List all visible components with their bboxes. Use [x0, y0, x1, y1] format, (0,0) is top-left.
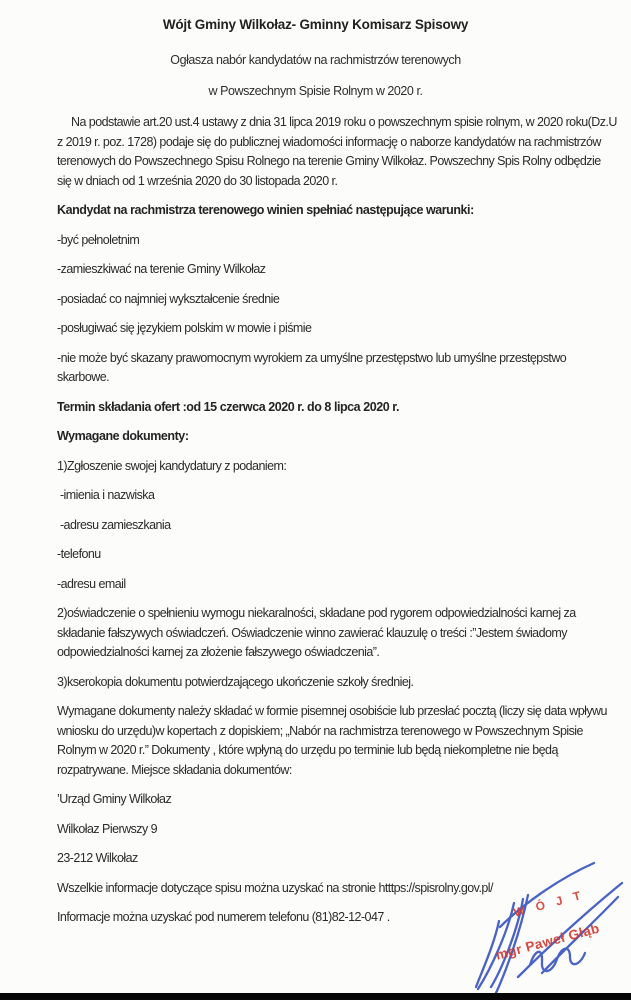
- document-subitem: -imienia i nazwiska: [57, 488, 155, 502]
- intro-paragraph: Na podstawie art.20 ust.4 ustawy z dnia 31 lipca 2019 roku o powszechnym spisie rolnym, w 2020 roku(Dz.U z 2019 r. poz. 1728) podaje się do publicznej wiadomości informację o naborze kandydatów na rachmistrzów terenowych do Powszechnego Spisu Rolnego na terenie Gminy Wilkołaz. Powszechny Spis Rolny odbędzie się w dniach od 1 września 2020 do 30 listopada 2020 r.: [57, 115, 620, 188]
- document-item-3: 3)kserokopia dokumentu potwierdzającego ukończenie szkoły średniej.: [57, 674, 414, 689]
- requirement-item: -zamieszkiwać na terenie Gminy Wilkołaz: [57, 262, 266, 276]
- submission-paragraph: Wymagane dokumenty należy składać w formie pisemnej osobiście lub przesłać pocztą (liczy się data wpływu wniosku do urzędu)w kopertach z dopiskiem; „Nabór na rachmistrza terenowego w Powszechnym Spisie Rolnym w 2020 r.” Dokumenty , które wpłyną do urzędu po terminie lub będą niekompletne nie będą rozpatrywane. Miejsce składania dokumentów:: [57, 704, 610, 777]
- requirements-heading: Kandydat na rachmistrza terenowego winien spełniać następujące warunki:: [57, 203, 474, 217]
- document-body: [57, 113, 620, 928]
- scan-bottom-edge: [0, 993, 631, 1000]
- document-subtitle-1: Ogłasza nabór kandydatów na rachmistrzów terenowych: [170, 53, 461, 67]
- requirement-item: -posługiwać się językiem polskim w mowie i piśmie: [57, 321, 312, 335]
- document-item-2: 2)oświadczenie o spełnieniu wymogu niekaralności, składane pod rygorem odpowiedzialności karnej za składanie fałszywych oświadczeń. Oświadczenie winno zawierać klauzulę o treści :”Jestem świadomy odpowiedzialności karnej za złożenie fałszywego oświadczenia”.: [57, 606, 579, 659]
- address-line: ’Urząd Gminy Wilkołaz: [57, 792, 172, 806]
- document-subitem: -adresu email: [57, 576, 126, 591]
- phone-info-line: Informacje można uzyskać pod numerem telefonu (81)82-12-047 .: [57, 910, 390, 924]
- document-subitem: -telefonu: [57, 547, 101, 561]
- website-info-line: Wszelkie informacje dotyczące spisu można uzyskać na stronie htttps://spisrolny.gov.pl/: [57, 880, 493, 895]
- document-item-1: 1)Zgłoszenie swojej kandydatury z podaniem:: [57, 458, 287, 473]
- documents-heading: Wymagane dokumenty:: [57, 429, 189, 443]
- document-title: Wójt Gminy Wilkołaz- Gminny Komisarz Spisowy: [162, 17, 469, 32]
- stamp-name-text: mgr Paweł Głąb: [494, 920, 602, 963]
- document-subtitle-2: w Powszechnym Spisie Rolnym w 2020 r.: [208, 84, 423, 98]
- stamp-wojt-text: W Ó J T: [512, 887, 587, 920]
- requirement-item: -być pełnoletnim: [57, 232, 140, 247]
- requirement-item: -posiadać co najmniej wykształcenie średnie: [57, 291, 280, 306]
- deadline-line: Termin składania ofert :od 15 czerwca 2020 r. do 8 lipca 2020 r.: [57, 399, 399, 414]
- address-line: 23-212 Wilkołaz: [57, 851, 138, 865]
- requirement-item: -nie może być skazany prawomocnym wyrokiem za umyślne przestępstwo lub umyślne przestępstwo skarbowe.: [57, 350, 570, 384]
- document-subitem: -adresu zamieszkania: [57, 517, 171, 532]
- document-header: [0, 0, 631, 100]
- address-line: Wilkołaz Pierwszy 9: [57, 821, 157, 836]
